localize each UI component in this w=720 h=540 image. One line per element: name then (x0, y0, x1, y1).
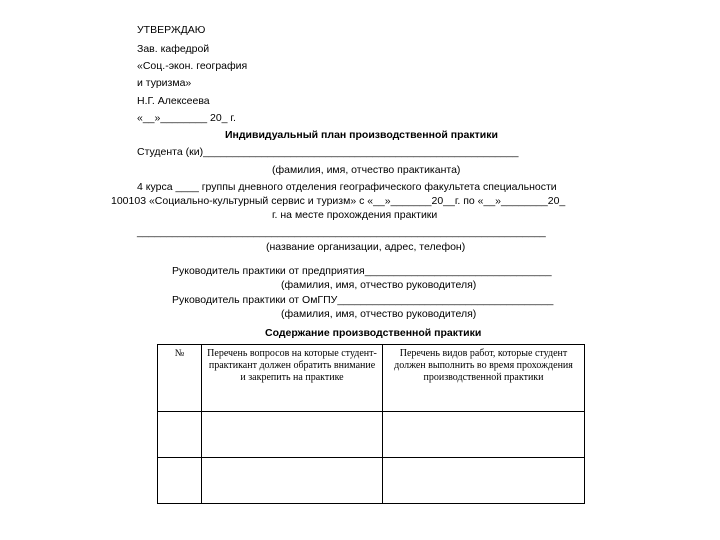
table-cell (158, 412, 202, 458)
approval-department-cont: и туризма» (137, 77, 192, 89)
table-cell (383, 412, 585, 458)
table-cell (158, 458, 202, 504)
specialty-line: 100103 «Социально-культурный сервис и туризм» с «__»_______20__г. по «__»________20_ (111, 195, 566, 207)
enterprise-supervisor-caption: (фамилия, имя, отчество руководителя) (281, 279, 477, 291)
approval-title: УТВЕРЖДАЮ (137, 24, 206, 36)
table-cell (202, 458, 383, 504)
table-header-number: № (158, 345, 202, 412)
table-row (158, 412, 585, 458)
university-supervisor-field: Руководитель практики от ОмГПУ_____________________________________ (172, 294, 554, 306)
table-cell (202, 412, 383, 458)
enterprise-supervisor-field: Руководитель практики от предприятия________________________________ (172, 265, 552, 277)
organization-field: ______________________________________________________________________ (137, 226, 546, 238)
table-header-questions: Перечень вопросов на которые студент-практикант должен обратить внимание и закрепить на практике (202, 345, 383, 412)
page-title: Индивидуальный план производственной практики (225, 129, 498, 141)
practice-content-table (157, 344, 585, 504)
table-row (158, 458, 585, 504)
course-line: 4 курса ____ группы дневного отделения географического факультета специальности (137, 181, 557, 193)
table-cell (383, 458, 585, 504)
table-header-works: Перечень видов работ, которые студент должен выполнить во время прохождения производственной практики (383, 345, 585, 412)
university-supervisor-caption: (фамилия, имя, отчество руководителя) (281, 308, 477, 320)
approval-name: Н.Г. Алексеева (137, 95, 210, 107)
content-title: Содержание производственной практики (265, 327, 482, 339)
approval-date: «__»________ 20_ г. (137, 112, 236, 124)
place-line: г. на месте прохождения практики (272, 209, 438, 221)
organization-caption: (название организации, адрес, телефон) (266, 241, 466, 253)
student-field: Студента (ки)______________________________________________________ (137, 146, 519, 158)
approval-position: Зав. кафедрой (137, 43, 210, 55)
approval-department: «Соц.-экон. география (137, 60, 248, 72)
student-caption: (фамилия, имя, отчество практиканта) (272, 164, 461, 176)
table-header-row (158, 345, 585, 412)
